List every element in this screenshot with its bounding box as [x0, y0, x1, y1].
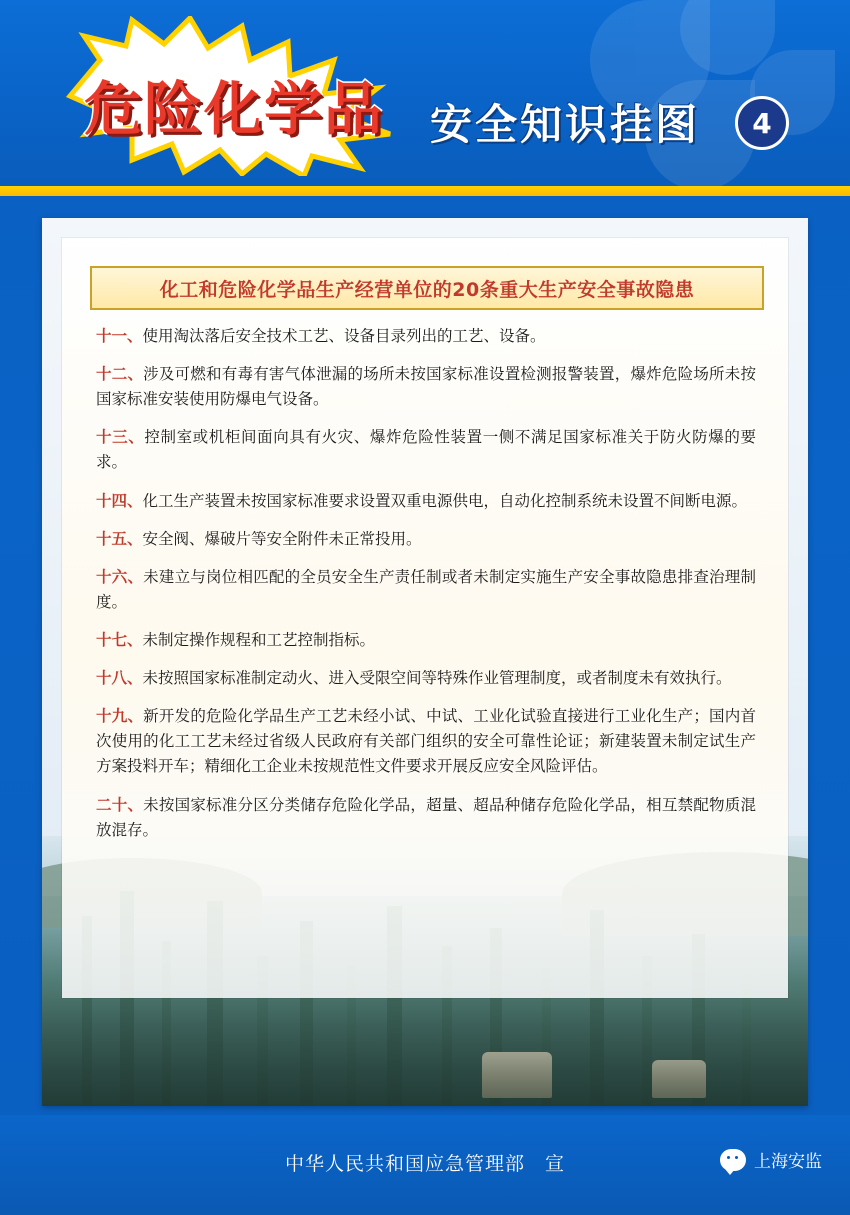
list-item-text: 使用淘汰落后安全技术工艺、设备目录列出的工艺、设备。	[142, 327, 546, 345]
poster-footer	[0, 1115, 850, 1215]
list-item-number: 十八、	[96, 669, 143, 688]
list-item-number: 十五、	[96, 529, 143, 548]
list-item-number: 十二、	[96, 365, 144, 384]
issue-number-badge: 4	[735, 96, 789, 150]
list-item	[96, 793, 756, 843]
list-item	[96, 425, 756, 475]
publisher-text: 中华人民共和国应急管理部 宣	[284, 1153, 565, 1175]
list-item-text: 控制室或机柜间面向具有火灾、爆炸危险性装置一侧不满足国家标准关于防火防爆的要求。	[96, 428, 756, 472]
section-title: 化工和危险化学品生产经营单位的20条重大生产安全事故隐患	[159, 278, 695, 301]
poster-header	[0, 0, 850, 196]
wechat-account	[720, 1147, 822, 1172]
list-item-text: 安全阀、爆破片等安全附件未正常投用。	[142, 529, 422, 548]
list-item-text: 新开发的危险化学品生产工艺未经小试、中试、工业化试验直接进行工业化生产；国内首次使用的化工工艺未经过省级人民政府有关部门组织的安全可靠性论证；新建装置未制定试生产方案投料开车；精细化工企业未按规范性文件要求开展反应安全风险评估。	[96, 707, 756, 776]
list-item-text: 未按国家标准分区分类储存危险化学品，超量、超品种储存危险化学品，相互禁配物质混放混存。	[96, 795, 756, 839]
list-item-text: 未按照国家标准制定动火、进入受限空间等特殊作业管理制度，或者制度未有效执行。	[142, 669, 732, 688]
wechat-account-label: 上海安监	[754, 1152, 822, 1172]
list-item-number: 十九、	[96, 707, 144, 726]
section-title-bar	[90, 266, 764, 310]
content-panel	[42, 218, 808, 1106]
list-item-number: 十三、	[96, 428, 145, 447]
list-item-text: 涉及可燃和有毒有害气体泄漏的场所未按国家标准设置检测报警装置，爆炸危险场所未按国家标准安装使用防爆电气设备。	[96, 365, 756, 409]
header-yellow-divider	[0, 186, 850, 196]
wechat-icon	[720, 1149, 746, 1171]
list-item-number: 十一、	[96, 327, 143, 345]
list-item	[96, 527, 756, 552]
list-item	[96, 565, 756, 615]
list-item-text: 未建立与岗位相匹配的全员安全生产责任制或者未制定实施生产安全事故隐患排查治理制度。	[96, 567, 756, 611]
list-item	[96, 666, 756, 691]
list-item	[96, 324, 756, 349]
list-item-number: 十六、	[96, 567, 144, 586]
list-item	[96, 628, 756, 653]
list-item	[96, 489, 756, 514]
list-item	[96, 362, 756, 412]
hazard-list	[96, 324, 756, 856]
text-card	[62, 238, 788, 998]
list-item	[96, 704, 756, 779]
list-item-number: 十四、	[96, 491, 143, 510]
poster-main-title: 危险化学品	[84, 75, 385, 143]
list-item-number: 十七、	[96, 630, 143, 649]
list-item-text: 未制定操作规程和工艺控制指标。	[142, 630, 376, 649]
poster-sub-title: 安全知识挂图	[430, 100, 701, 149]
list-item-number: 二十、	[96, 795, 144, 814]
list-item-text: 化工生产装置未按国家标准要求设置双重电源供电，自动化控制系统未设置不间断电源。	[142, 491, 748, 510]
